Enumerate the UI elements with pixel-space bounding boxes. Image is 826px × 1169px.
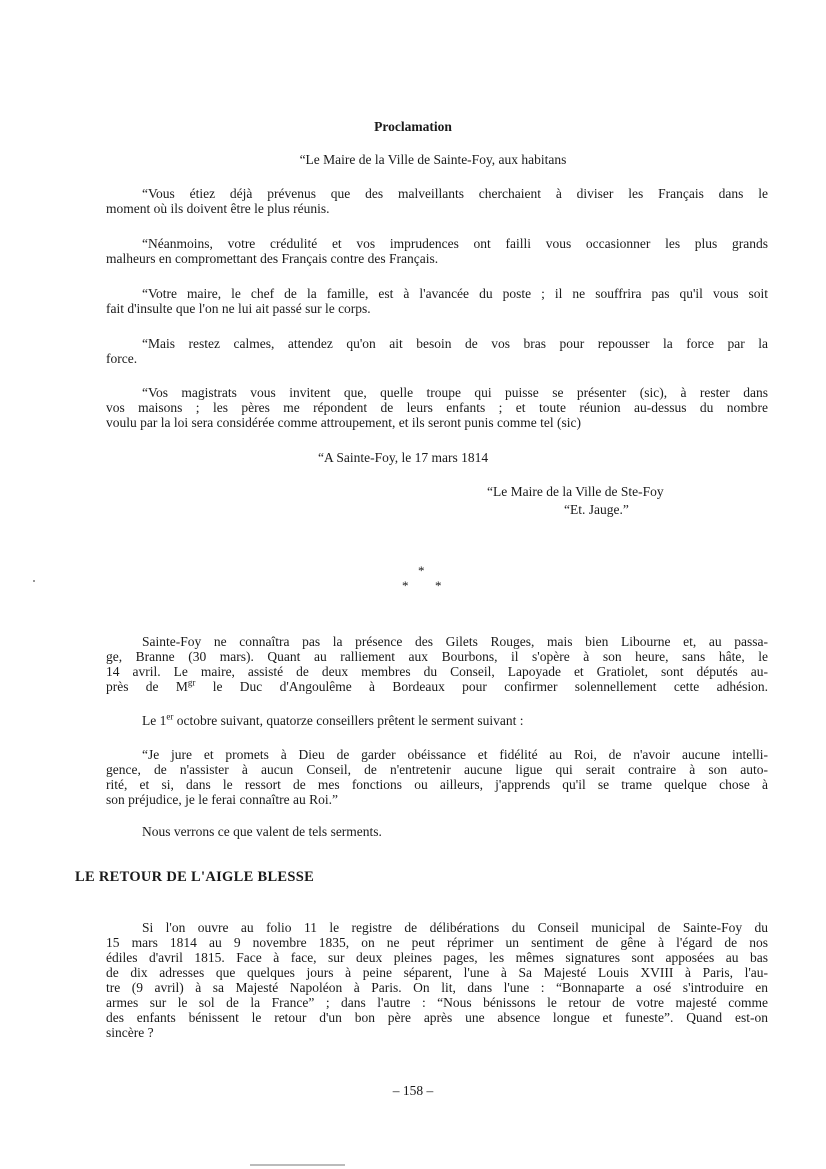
text-line: voulu par la loi sera considérée comme attroupement, et ils seront punis comme tel (sic) — [106, 415, 581, 430]
text-line: fait d'insulte que l'on ne lui ait passé sur le corps. — [106, 301, 371, 316]
text-line: Sainte-Foy ne connaîtra pas la présence des Gilets Rouges, mais bien Libourne et, au passa- — [142, 634, 768, 649]
text-line: des enfants bénissent le retour d'un bon père après une absence longue et funeste”. Quand est-on — [106, 1010, 768, 1025]
text-line: édiles d'avril 1815. Face à face, sur deux pleines pages, les mêmes signatures sont apposées au bas — [106, 950, 768, 965]
text-line: malheurs en compromettant des Français contre des Français. — [106, 251, 439, 266]
proclamation-paragraph-5 — [106, 385, 768, 430]
separator-star-top: * — [418, 563, 425, 578]
text-line: 14 avril. Le maire, assisté de deux membres du Conseil, Lapoyade et Gratiolet, sont députés au- — [106, 664, 768, 679]
text-line: gence, de n'assister à aucun Conseil, de n'entretenir aucune ligue qui serait contraire à son auto- — [106, 762, 768, 777]
text-line: “Mais restez calmes, attendez qu'on ait besoin de vos bras pour repousser la force par la — [142, 336, 768, 351]
text-line: “Néanmoins, votre crédulité et vos imprudences ont failli vous occasionner les plus grands — [142, 236, 768, 251]
proclamation-paragraph-2 — [106, 236, 768, 266]
separator-star-left: * — [402, 578, 409, 593]
text-line: sincère ? — [106, 1025, 154, 1040]
scan-artifact-smudge — [250, 1164, 345, 1166]
section-paragraph — [106, 920, 768, 1040]
proclamation-title: Proclamation — [374, 119, 452, 134]
page-number: – 158 – — [392, 1083, 434, 1098]
proclamation-address: “Le Maire de la Ville de Sainte-Foy, aux habitans — [299, 152, 567, 167]
proclamation-signature-line-2: “Et. Jauge.” — [564, 502, 629, 517]
text-line: armes sur le sol de la France” ; dans l'autre : “Nous bénissons le retour de votre majesté comme — [106, 995, 768, 1010]
text-line: “Vous étiez déjà prévenus que des malveillants cherchaient à diviser les Français dans le — [142, 186, 768, 201]
text-line: force. — [106, 351, 138, 366]
text-line: 15 mars 1814 au 9 novembre 1835, on ne peut réprimer un sentiment de gêne à l'égard de nos — [106, 935, 768, 950]
proclamation-signature-line-1: “Le Maire de la Ville de Ste-Foy — [487, 484, 664, 499]
text-line: “Votre maire, le chef de la famille, est à l'avancée du poste ; il ne souffrira pas qu'il vous soit — [142, 286, 768, 301]
text-line: ge, Branne (30 mars). Quant au ralliement aux Bourbons, il s'opère à son heure, sans hâte, le — [106, 649, 768, 664]
text-line: Si l'on ouvre au folio 11 le registre de délibérations du Conseil municipal de Sainte-Foy du — [142, 920, 768, 935]
text-line: de dix adresses que quelques jours à peine séparent, l'une à Sa Majesté Louis XVIII à Paris, l'au- — [106, 965, 768, 980]
text-line: son préjudice, je le ferai connaître au Roi.” — [106, 792, 339, 807]
proclamation-paragraph-1 — [106, 186, 768, 216]
text-line: moment où ils doivent être le plus réunis. — [106, 201, 330, 216]
proclamation-paragraph-3 — [106, 286, 768, 316]
proclamation-dateline: “A Sainte-Foy, le 17 mars 1814 — [318, 450, 489, 465]
separator-star-right: * — [435, 578, 442, 593]
text-line: près de $M^{gr}$ le Duc d'Angoulême à Bordeaux pour confirmer solennellement cette adhésion. — [106, 677, 768, 694]
text-line: vos maisons ; les pères me répondent de leurs enfants ; et toute réunion au-dessus du nombre — [106, 400, 768, 415]
text-line: “Vos magistrats vous invitent que, quelle troupe qui puisse se présenter (sic), à rester dans — [142, 385, 768, 400]
section-heading: LE RETOUR DE L'AIGLE BLESSE — [75, 869, 315, 885]
text-line: rité, et si, dans le ressort de mes fonctions ou ailleurs, j'apprends qu'il se trame quelque chose à — [106, 777, 768, 792]
oath-quote — [106, 747, 768, 807]
text-line: tre (9 avril) à sa Majesté Napoléon à Paris. On lit, dans l'une : “Bonnaparte a osé s'introduire en — [106, 980, 768, 995]
narrative-remark: Nous verrons ce que valent de tels serments. — [142, 824, 382, 839]
narrative-paragraph-1 — [106, 634, 768, 694]
scan-artifact-dot — [33, 580, 35, 582]
proclamation-paragraph-4 — [106, 336, 768, 366]
text-line: “Je jure et promets à Dieu de garder obéissance et fidélité au Roi, de n'avoir aucune intelli- — [142, 747, 768, 762]
narrative-paragraph-2: Le 1er octobre suivant, quatorze conseillers prêtent le serment suivant : — [142, 711, 524, 728]
